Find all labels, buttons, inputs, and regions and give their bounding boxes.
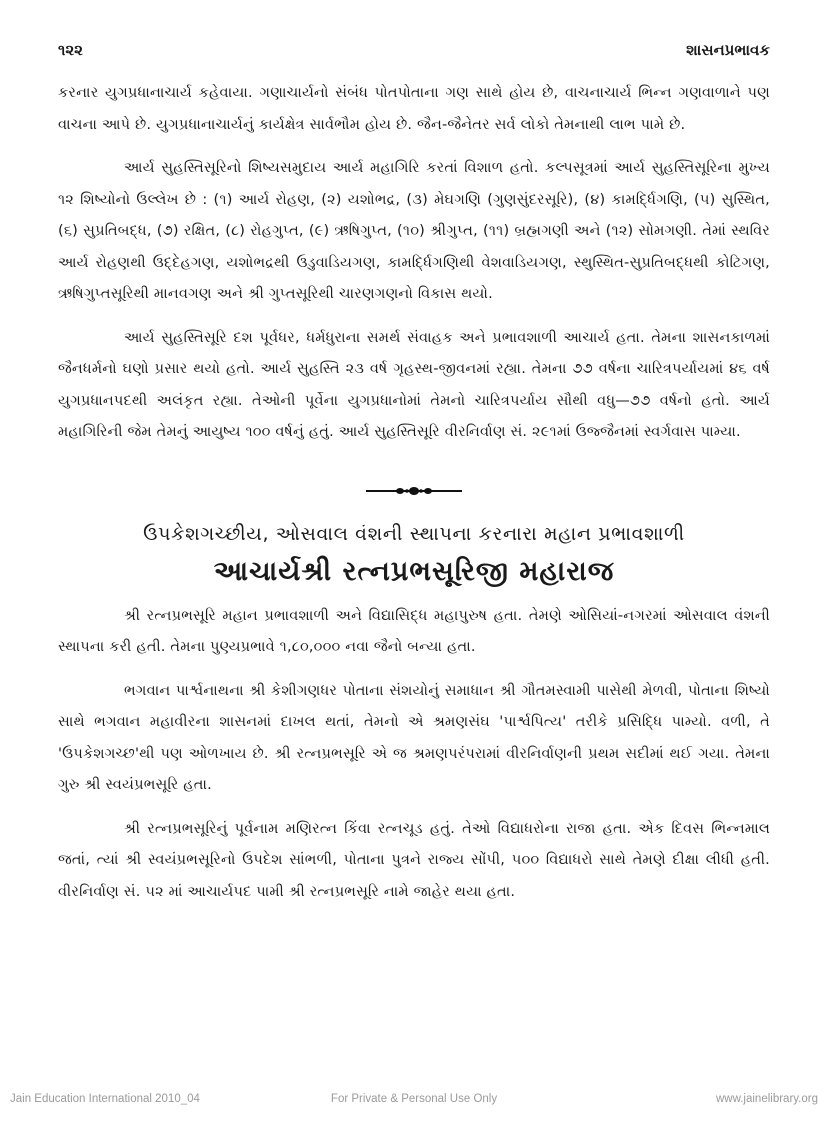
running-title: શાસનપ્રભાવક [686,41,770,59]
paragraph-suhasti-disciples: આર્ય સુહસ્તિસૂરિનો શિષ્યસમુદાય આર્ય મહાગિરિ કરતાં વિશાળ હતો. કલ્પસૂત્રમાં આર્ય સુહસ્તિસૂરિના મુખ્ય ૧૨ શિષ્યોનો ઉલ્લેખ છે : (૧) આર્ય રોહણ, (૨) યશોભદ્ર, (૩) મેઘગણિ (ગુણસુંદરસૂરિ), (૪) કામર્દ્ધિગણિ, (૫) સુસ્થિત, (૬) સુપ્રતિબદ્ધ, (૭) રક્ષિત, (૮) રોહગુપ્ત, (૯) ઋષિગુપ્ત, (૧૦) શ્રીગુપ્ત, (૧૧) બ્રહ્મગણી અને (૧૨) સોમગણી. તેમાં સ્થવિર આર્ય રોહણથી ઉદ્દેહગણ, યશોભદ્રથી ઉડુવાડિયગણ, કામર્દ્ધિગણિથી વેશવાડિયગણ, સ્થુસ્થિત-સુપ્રતિબદ્ધથી કોટિગણ, ઋષિગુપ્તસૂરિથી માનવગણ અને શ્રી ગુપ્તસૂરિથી ચારણગણનો વિકાસ થયો. [58,160,770,302]
paragraph-ratnaprabh-diksha: શ્રી રત્નપ્રભસૂરિનું પૂર્વનામ મણિરત્ન કિંવા રત્નચૂડ હતું. તેઓ વિદ્યાધરોના રાજા હતા. એક દિવસ ભિન્નમાલ જતાં, ત્યાં શ્રી સ્વયંપ્રભસૂરિનો ઉપદેશ સાંભળી, પોતાના પુત્રને રાજ્ય સોંપી, ૫૦૦ વિદ્યાધરો સાથે તેમણે દીક્ષા લીધી હતી. વીરનિર્વાણ સં. ૫૨ માં આચાર્યપદ પામી શ્રી રત્નપ્રભસૂરિ નામે જાહેર થયા હતા. [58,820,770,900]
page-body [58,78,770,908]
footer-usage-note: For Private & Personal Use Only [330,1093,498,1105]
page-footer [10,1090,818,1108]
paragraph-continuation: કરનાર યુગપ્રધાનાચાર્ય કહેવાયા. ગણાચાર્યનો સંબંધ પોતપોતાના ગણ સાથે હોય છે, વાચનાચાર્ય ભિન્ન ગણવાળાને પણ વાચના આપે છે. યુગપ્રધાનાચાર્યનું કાર્યક્ષેત્ર સાર્વભૌમ હોય છે. જૈન-જૈનેતર સર્વ લોકો તેમનાથી લાભ પામે છે. [58,85,770,133]
footer-publisher: Jain Education International 2010_04 [10,1093,200,1105]
footer-website-link[interactable]: www.jainelibrary.org [715,1093,818,1105]
paragraph-suhasti-life: આર્ય સુહસ્તિસૂરિ દશ પૂર્વધર, ધર્મધુરાના સમર્થ સંવાહક અને પ્રભાવશાળી આચાર્ય હતા. તેમના શાસનકાળમાં જૈનધર્મનો ઘણો પ્રસાર થયો હતો. આર્ય સુહસ્તિ ૨૩ વર્ષ ગૃહસ્થ-જીવનમાં રહ્યા. તેમના ૭૭ વર્ષના ચારિત્રપર્યાયમાં ૪૬ વર્ષ યુગપ્રધાનપદથી અલંકૃત રહ્યા. તેઓની પૂર્વેના યુગપ્રધાનોમાં તેમનો ચારિત્રપર્યાય સૌથી વધુ—૭૭ વર્ષનો હતો. આર્ય મહાગિરિની જેમ તેમનું આયુષ્ય ૧૦૦ વર્ષનું હતું. આર્ય સુહસ્તિસૂરિ વીરનિર્વાણ સં. ૨૯૧માં ઉજ્જૈનમાં સ્વર્ગવાસ પામ્યા. [58,329,770,440]
section-subtitle: ઉપકેશગચ્છીય, ઓસવાલ વંશની સ્થાપના કરનારા મહાન પ્રભાવશાળી [143,522,685,545]
paragraph-parshva-lineage: ભગવાન પાર્શ્વનાથના શ્રી કેશીગણધર પોતાના સંશયોનું સમાધાન શ્રી ગૌતમસ્વામી પાસેથી મેળવી, પોતાના શિષ્યો સાથે ભગવાન મહાવીરના શાસનમાં દાખલ થતાં, તેમનો એ શ્રમણસંઘ 'પાર્શ્વપિત્ય' તરીકે પ્રસિદ્ધિ પામ્યો. વળી, તે 'ઉપકેશગચ્છ'થી પણ ઓળખાય છે. શ્રી રત્નપ્રભસૂરિ એ જ શ્રમણપરંપરામાં વીરનિર્વાણની પ્રથમ સદીમાં થઈ ગયા. તેમના ગુરુ શ્રી સ્વયંપ્રભસૂરિ હતા. [58,682,770,793]
paragraph-ratnaprabh-intro: શ્રી રત્નપ્રભસૂરિ મહાન પ્રભાવશાળી અને વિદ્યાસિદ્ધ મહાપુરુષ હતા. તેમણે ઓસિયાં-નગરમાં ઓસવાલ વંશની સ્થાપના કરી હતી. તેમના પુણ્યપ્રભાવે ૧,૮૦,૦૦૦ નવા જૈનો બન્યા હતા. [58,607,770,655]
page-header [58,38,770,62]
ornament-divider-icon [58,479,770,503]
section-title: આચાર્યશ્રી રત્નપ્રભસૂરિજી મહારાજ [213,555,615,587]
page-number: ૧૨૨ [58,41,83,59]
